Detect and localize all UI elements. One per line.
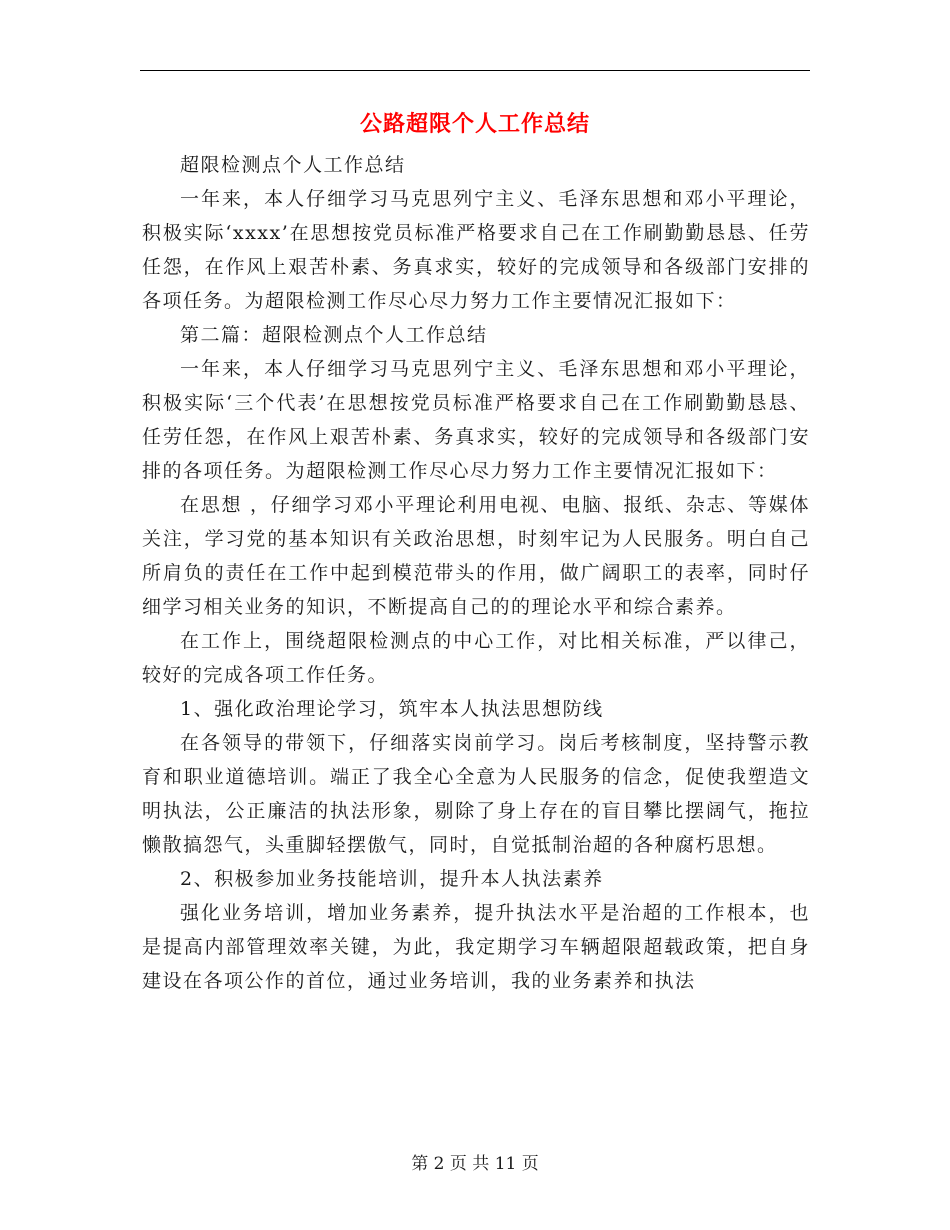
paragraph: 一年来，本人仔细学习马克思列宁主义、毛泽东思想和邓小平理论，积极实际‘xxxx’在思想按党员标准严格要求自己在工作刷勤勤恳恳、任劳任怨，在作风上艰苦朴素、务真求实，较好的完成领导和各级部门安排的各项任务。为超限检测工作尽心尽力努力工作主要情况汇报如下： — [142, 188, 810, 312]
document-body — [142, 148, 810, 998]
document-title: 公路超限个人工作总结 — [359, 112, 590, 137]
header-rule — [140, 70, 810, 71]
paragraph: 在思想 ，仔细学习邓小平理论利用电视、电脑、报纸、杂志、等媒体关注，学习党的基本知识有关政治思想，时刻牢记为人民服务。明白自己所肩负的责任在工作中起到模范带头的作用，做广阔职工的表率，同时仔细学习相关业务的知识，不断提高自己的的理论水平和综合素养。 — [142, 494, 810, 618]
paragraph-subtitle: 超限检测点个人工作总结 — [180, 154, 406, 176]
paragraph-section-heading: 第二篇：超限检测点个人工作总结 — [180, 324, 488, 346]
paragraph-numbered-heading: 2、积极参加业务技能培训，提升本人执法素养 — [180, 868, 604, 890]
paragraph: 强化业务培训，增加业务素养，提升执法水平是治超的工作根本，也是提高内部管理效率关键，为此，我定期学习车辆超限超载政策，把自身建设在各项公作的首位，通过业务培训，我的业务素养和执法 — [142, 902, 810, 992]
paragraph: 一年来，本人仔细学习马克思列宁主义、毛泽东思想和邓小平理论，积极实际‘三个代表’在思想按党员标准严格要求自己在工作刷勤勤恳恳、任劳任怨，在作风上艰苦朴素、务真求实，较好的完成领导和各级部门安排的各项任务。为超限检测工作尽心尽力努力工作主要情况汇报如下： — [142, 358, 810, 482]
paragraph: 在各领导的带领下，仔细落实岗前学习。岗后考核制度，坚持警示教育和职业道德培训。端正了我全心全意为人民服务的信念，促使我塑造文明执法，公正廉洁的执法形象，剔除了身上存在的盲目攀比摆阔气，拖拉懒散搞怨气，头重脚轻摆傲气，同时，自觉抵制治超的各种腐朽思想。 — [142, 732, 810, 856]
paragraph-numbered-heading: 1、强化政治理论学习，筑牢本人执法思想防线 — [180, 698, 604, 720]
paragraph: 在工作上，围绕超限检测点的中心工作，对比相关标准，严以律己，较好的完成各项工作任务。 — [142, 630, 810, 686]
page-number-footer: 第 2 页 共 11 页 — [411, 1154, 539, 1174]
